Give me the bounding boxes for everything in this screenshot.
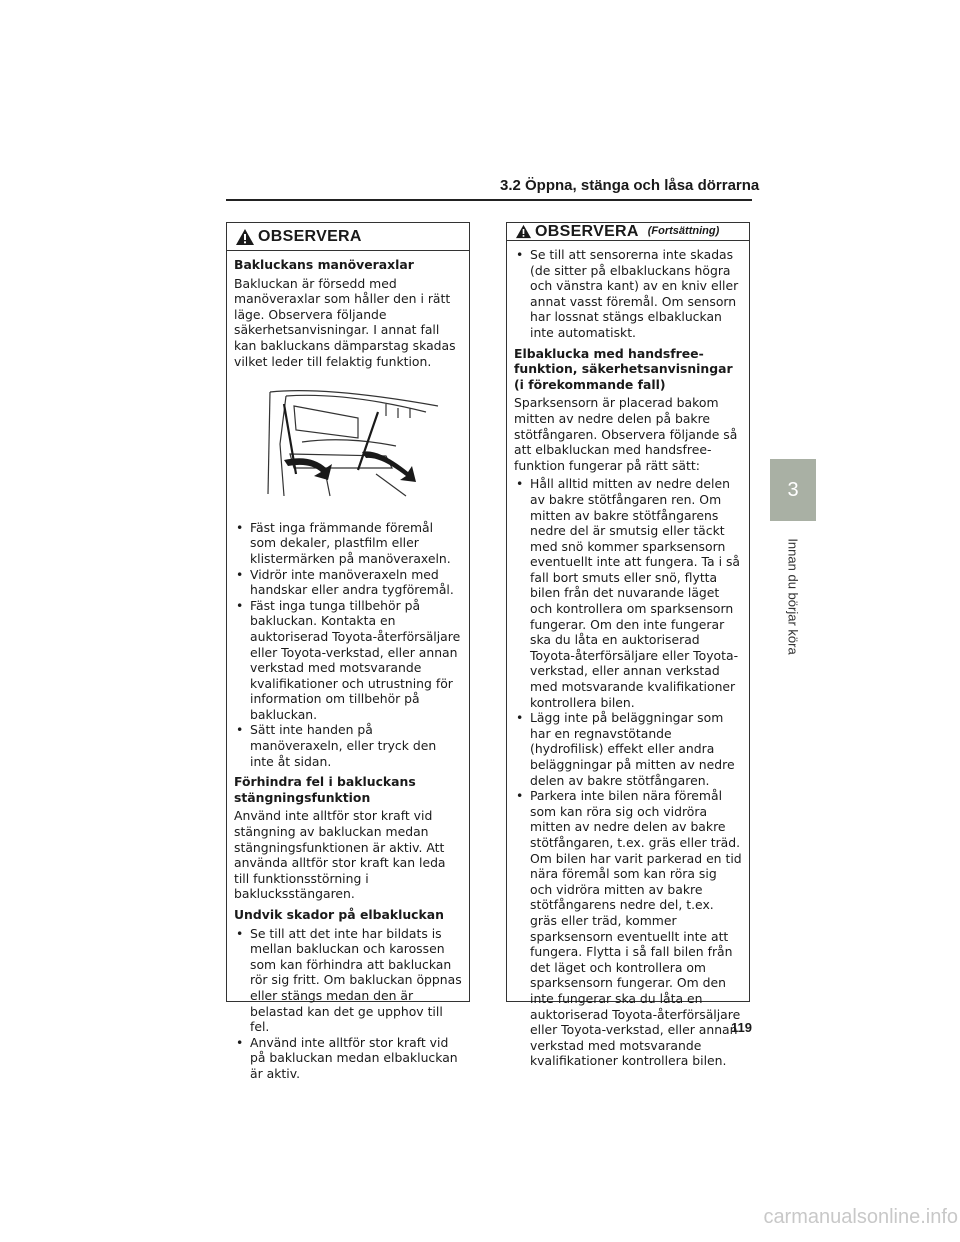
list-sensor bbox=[514, 247, 742, 341]
heading-elbaklucka: Undvik skador på elbakluckan bbox=[234, 907, 444, 922]
section-rule bbox=[226, 199, 752, 201]
list-item: • Fäst inga främmande föremål som dekaler, plastfilm eller klistermärken på manöveraxeln. bbox=[236, 519, 451, 566]
warning-icon bbox=[515, 224, 532, 239]
paragraph-stangning: Använd inte alltför stor kraft vid stängning av bakluckan medan stängningsfunktionen är aktiv. Att använda alltför stor kraft kan leda till funktionsstörning i baklucksstängaren. bbox=[234, 808, 446, 902]
paragraph-intro: Bakluckan är försedd med manöveraxlar som håller den i rätt läge. Observera följande säkerhetsanvisningar. I annat fall kan bakluckans dämparstag skadas vilket leder till felaktig funktion. bbox=[234, 275, 456, 369]
list-handsfree bbox=[514, 476, 742, 1069]
tailgate-strut-illustration bbox=[266, 384, 442, 502]
caution-header bbox=[227, 223, 469, 251]
list-item: • Parkera inte bilen nära föremål som kan röra sig och vidröra mitten av nedre delen av bakre stötfångaren, t.ex. gräs eller träd. Om bilen har varit parkerad en tid nära föremål som kan röra sig och vidröra mitten av bakre stötfångarens nedre del, t.ex. gräs eller träd, kommer sparksensorn eventuellt inte att fungera. Flytta i så fall bilen från det läget och kontrollera om sparksensorn fungerar. Om den inte fungerar ska du låta en auktoriserad Toyota-återförsäljare eller Toyota-verkstad, eller annan verkstad med motsvarande kvalifikationer kontrollera bilen. bbox=[516, 788, 742, 1069]
list-item: • Sätt inte handen på manöveraxeln, eller tryck den inte åt sidan. bbox=[236, 722, 437, 769]
list-item: • Fäst inga tunga tillbehör på bakluckan. Kontakta en auktoriserad Toyota-återförsäljare eller Toyota-verkstad, eller annan verkstad med motsvarande kvalifikationer och utrustning för information om tillbehör på bakluckan. bbox=[236, 597, 461, 722]
caution-header-continued bbox=[507, 223, 749, 241]
paragraph-sparksensor: Sparksensorn är placerad bakom mitten av nedre delen på bakre stötfångaren. Observera följande så att elbakluckan med handsfree-funktion fungerar på rätt sätt: bbox=[514, 395, 738, 473]
section-header: 3.2 Öppna, stänga och låsa dörrarna bbox=[500, 177, 760, 194]
chapter-tab: 3 bbox=[770, 459, 816, 521]
list-item: • Håll alltid mitten av nedre delen av bakre stötfångaren ren. Om mitten av bakre stötfångarens nedre del är smutsig eller täckt med snö kommer sparksensorn eventuellt inte att fungera. Ta i så fall bort smuts eller snö, flytta bilen från det nuvarande läget och kontrollera om sparksensorn fungerar. Om den inte fungerar ska du låta en auktoriserad Toyota-återförsäljare eller Toyota-verkstad, eller annan verkstad med motsvarande kvalifikationer kontrollera bilen. bbox=[516, 476, 741, 710]
continued-label: (Fortsättning) bbox=[647, 224, 720, 237]
page-number: 119 bbox=[731, 1020, 752, 1035]
list-item: • Se till att det inte har bildats is mellan bakluckan och karossen som kan förhindra att bakluckan rör sig fritt. Om bakluckan öppnas eller stängs medan den är belastad kan det ge upphov till fel. bbox=[236, 925, 462, 1035]
heading-handsfree: Elbaklucka med handsfree-funktion, säkerhetsanvisningar (i förekommande fall) bbox=[514, 345, 733, 392]
caution-title: OBSERVERA bbox=[535, 222, 639, 240]
warning-icon bbox=[235, 228, 255, 246]
list-item: • Se till att sensorerna inte skadas (de sitter på elbakluckans högra och vänstra kant) av en kniv eller annat vasst föremål. Om sensorn har lossnat stängs elbakluckan inte automatiskt. bbox=[516, 247, 739, 340]
list-elbaklucka bbox=[234, 926, 462, 1082]
list-item: • Vidrör inte manöveraxeln med handskar eller andra tygföremål. bbox=[236, 566, 454, 598]
watermark: carmanualsonline.info bbox=[763, 1206, 958, 1228]
caution-box-left bbox=[226, 222, 470, 1081]
list-manover bbox=[234, 520, 462, 770]
heading-manover: Bakluckans manöveraxlar bbox=[234, 257, 414, 272]
list-item: • Lägg inte på beläggningar som har en regnavstötande (hydrofilisk) effekt eller andra beläggningar på mitten av nedre delen av bakre stötfångaren. bbox=[516, 710, 735, 788]
chapter-label: Innan du börjar köra bbox=[785, 537, 801, 655]
caution-title: OBSERVERA bbox=[258, 227, 362, 245]
heading-stangning: Förhindra fel i bakluckans stängningsfunktion bbox=[234, 774, 416, 805]
list-item: • Använd inte alltför stor kraft vid på bakluckan medan elbakluckan är aktiv. bbox=[236, 1034, 458, 1081]
